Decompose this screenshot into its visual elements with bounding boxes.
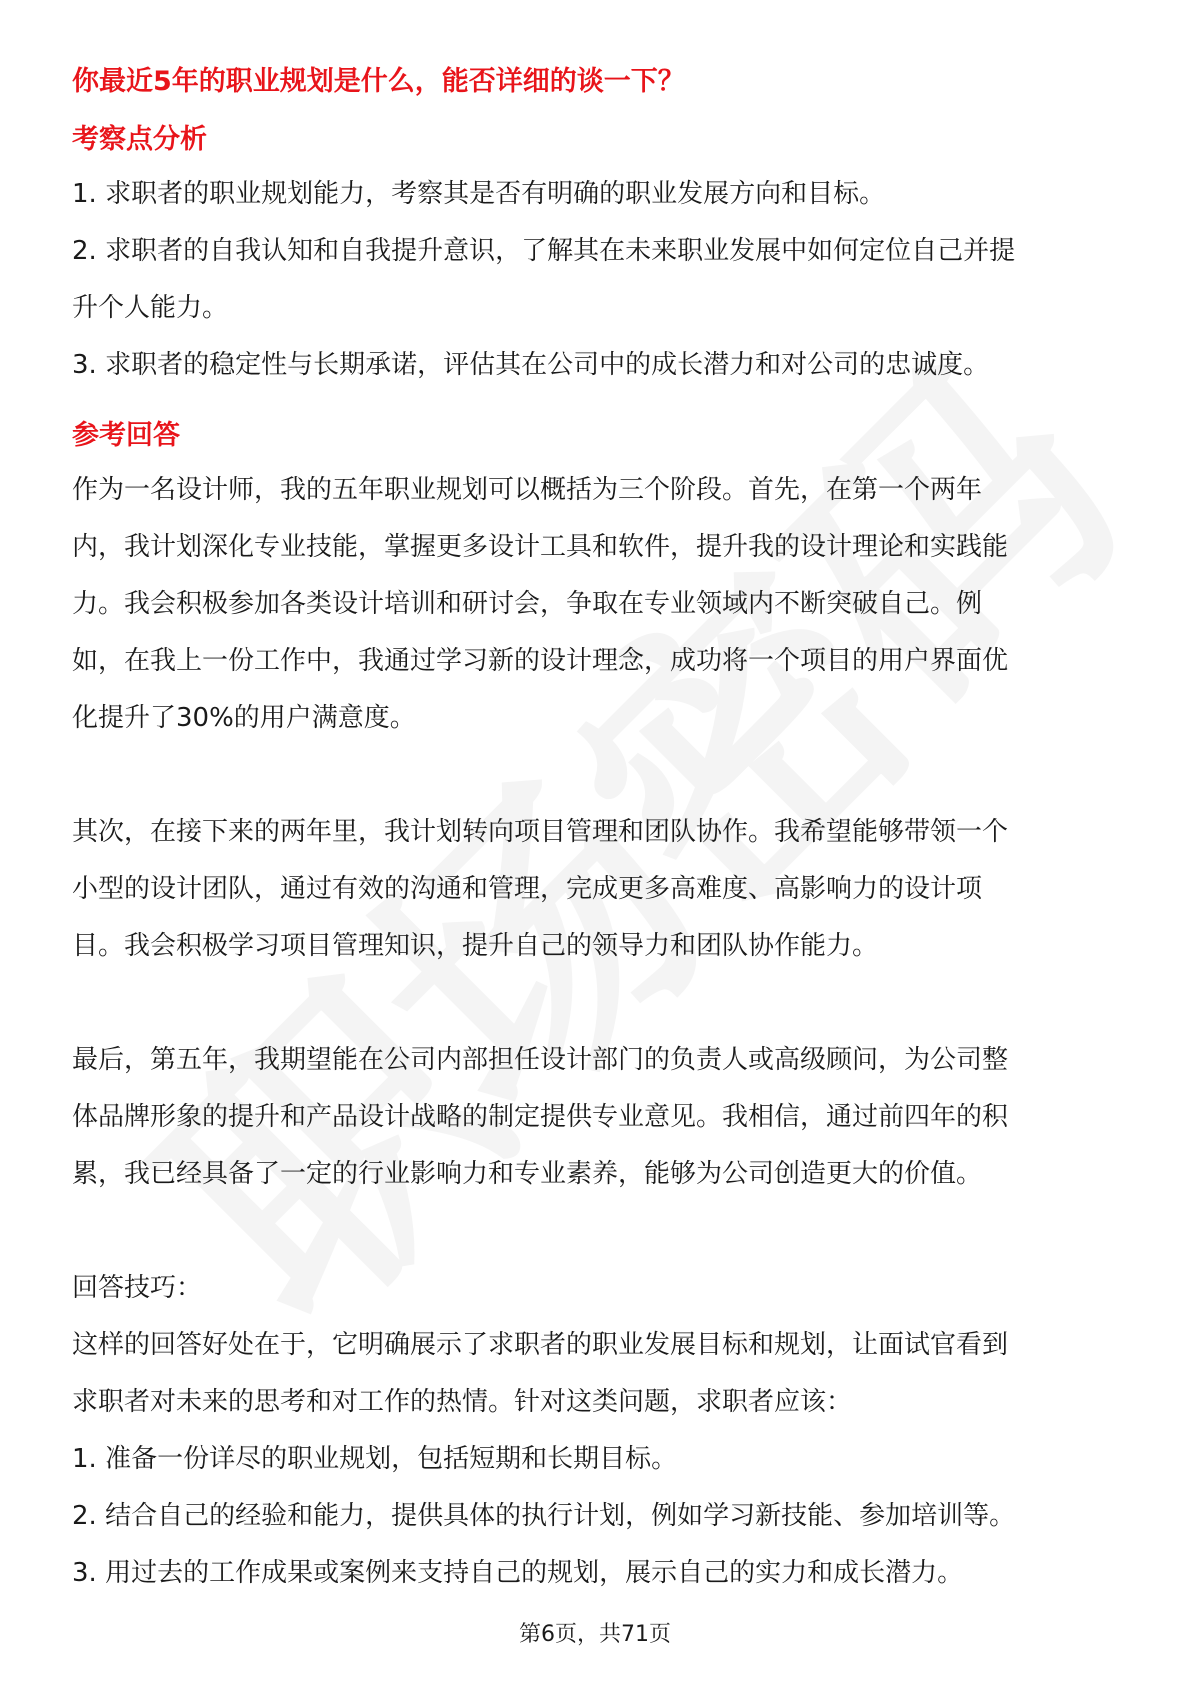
paragraph-line: 其次，在接下来的两年里，我计划转向项目管理和团队协作。我希望能够带领一个 — [72, 817, 1009, 847]
answer-paragraph-2 — [72, 804, 1122, 975]
paragraph-gap — [72, 975, 1122, 1032]
paragraph-line: 体品牌形象的提升和产品设计战略的制定提供专业意见。我相信，通过前四年的积 — [72, 1102, 1009, 1132]
tips-intro-line: 求职者对未来的思考和对工作的热情。针对这类问题，求职者应该： — [72, 1387, 853, 1417]
analysis-item: 1. 求职者的职业规划能力，考察其是否有明确的职业发展方向和目标。 — [72, 179, 886, 209]
tips-intro-line: 这样的回答好处在于，它明确展示了求职者的职业发展目标和规划，让面试官看到 — [72, 1330, 1009, 1360]
tips-heading: 回答技巧： — [72, 1273, 203, 1303]
paragraph-line: 最后，第五年，我期望能在公司内部担任设计部门的负责人或高级顾问，为公司整 — [72, 1045, 1009, 1075]
answer-heading: 参考回答 — [72, 420, 180, 451]
answer-paragraph-1 — [72, 462, 1122, 747]
page-number: 第6页，共71页 — [519, 1622, 671, 1647]
answer-paragraph-3 — [72, 1032, 1122, 1203]
paragraph-line: 内，我计划深化专业技能，掌握更多设计工具和软件，提升我的设计理论和实践能 — [72, 532, 1009, 562]
analysis-heading: 考察点分析 — [72, 124, 207, 155]
paragraph-line: 化提升了30%的用户满意度。 — [72, 703, 416, 733]
question-title: 你最近5年的职业规划是什么，能否详细的谈一下？ — [72, 66, 685, 97]
tips-item: 1. 准备一份详尽的职业规划，包括短期和长期目标。 — [72, 1444, 678, 1474]
paragraph-line: 如，在我上一份工作中，我通过学习新的设计理念，成功将一个项目的用户界面优 — [72, 646, 1009, 676]
analysis-item: 3. 求职者的稳定性与长期承诺，评估其在公司中的成长潜力和对公司的忠诚度。 — [72, 350, 990, 380]
paragraph-line: 力。我会积极参加各类设计培训和研讨会，争取在专业领域内不断突破自己。例 — [72, 589, 983, 619]
analysis-item: 2. 求职者的自我认知和自我提升意识，了解其在未来职业发展中如何定位自己并提 — [72, 236, 1016, 266]
paragraph-gap — [72, 1203, 1122, 1260]
paragraph-line: 目。我会积极学习项目管理知识，提升自己的领导力和团队协作能力。 — [72, 931, 879, 961]
paragraph-line: 小型的设计团队，通过有效的沟通和管理，完成更多高难度、高影响力的设计项 — [72, 874, 983, 904]
analysis-item: 升个人能力。 — [72, 293, 229, 323]
paragraph-gap — [72, 747, 1122, 804]
page-content — [72, 62, 1122, 1602]
tips-item: 3. 用过去的工作成果或案例来支持自己的规划，展示自己的实力和成长潜力。 — [72, 1558, 964, 1588]
paragraph-line: 作为一名设计师，我的五年职业规划可以概括为三个阶段。首先，在第一个两年 — [72, 475, 983, 505]
tips-item: 2. 结合自己的经验和能力，提供具体的执行计划，例如学习新技能、参加培训等。 — [72, 1501, 1016, 1531]
paragraph-line: 累，我已经具备了一定的行业影响力和专业素养，能够为公司创造更大的价值。 — [72, 1159, 983, 1189]
